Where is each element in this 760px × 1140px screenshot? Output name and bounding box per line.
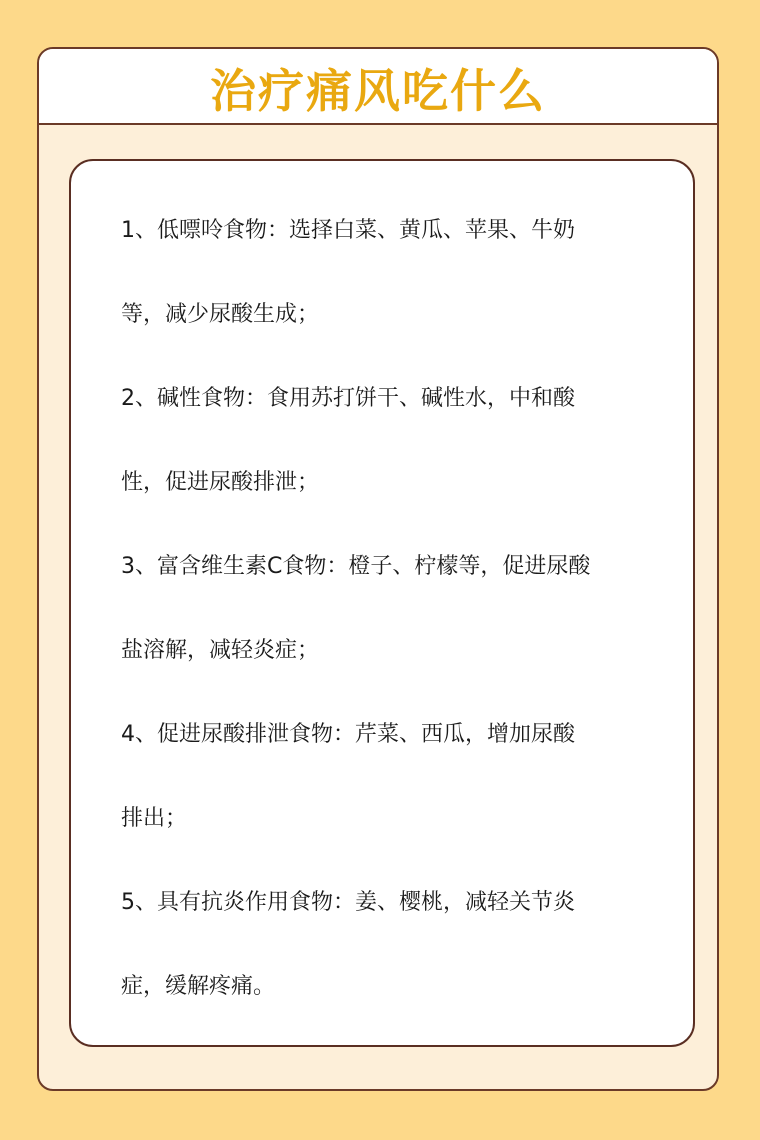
text-line-9: 5、具有抗炎作用食物：姜、樱桃，减轻关节炎 — [121, 890, 575, 915]
text-line-8: 排出； — [121, 806, 188, 831]
title-bar — [39, 49, 717, 125]
text-content — [121, 201, 661, 1041]
text-line-2: 等，减少尿酸生成； — [121, 302, 320, 327]
text-line-6: 盐溶解，减轻炎症； — [121, 638, 320, 663]
text-line-7: 4、促进尿酸排泄食物：芹菜、西瓜，增加尿酸 — [121, 722, 575, 747]
text-line-10: 症，缓解疼痛。 — [121, 974, 276, 999]
content-card — [37, 47, 719, 1091]
text-line-4: 性，促进尿酸排泄； — [121, 470, 320, 495]
text-line-5: 3、富含维生素C食物：橙子、柠檬等，促进尿酸 — [121, 554, 591, 579]
page-title: 治疗痛风吃什么 — [210, 64, 546, 118]
text-panel — [69, 159, 695, 1047]
text-line-3: 2、碱性食物：食用苏打饼干、碱性水，中和酸 — [121, 386, 575, 411]
text-line-1: 1、低嘌呤食物：选择白菜、黄瓜、苹果、牛奶 — [121, 218, 575, 243]
